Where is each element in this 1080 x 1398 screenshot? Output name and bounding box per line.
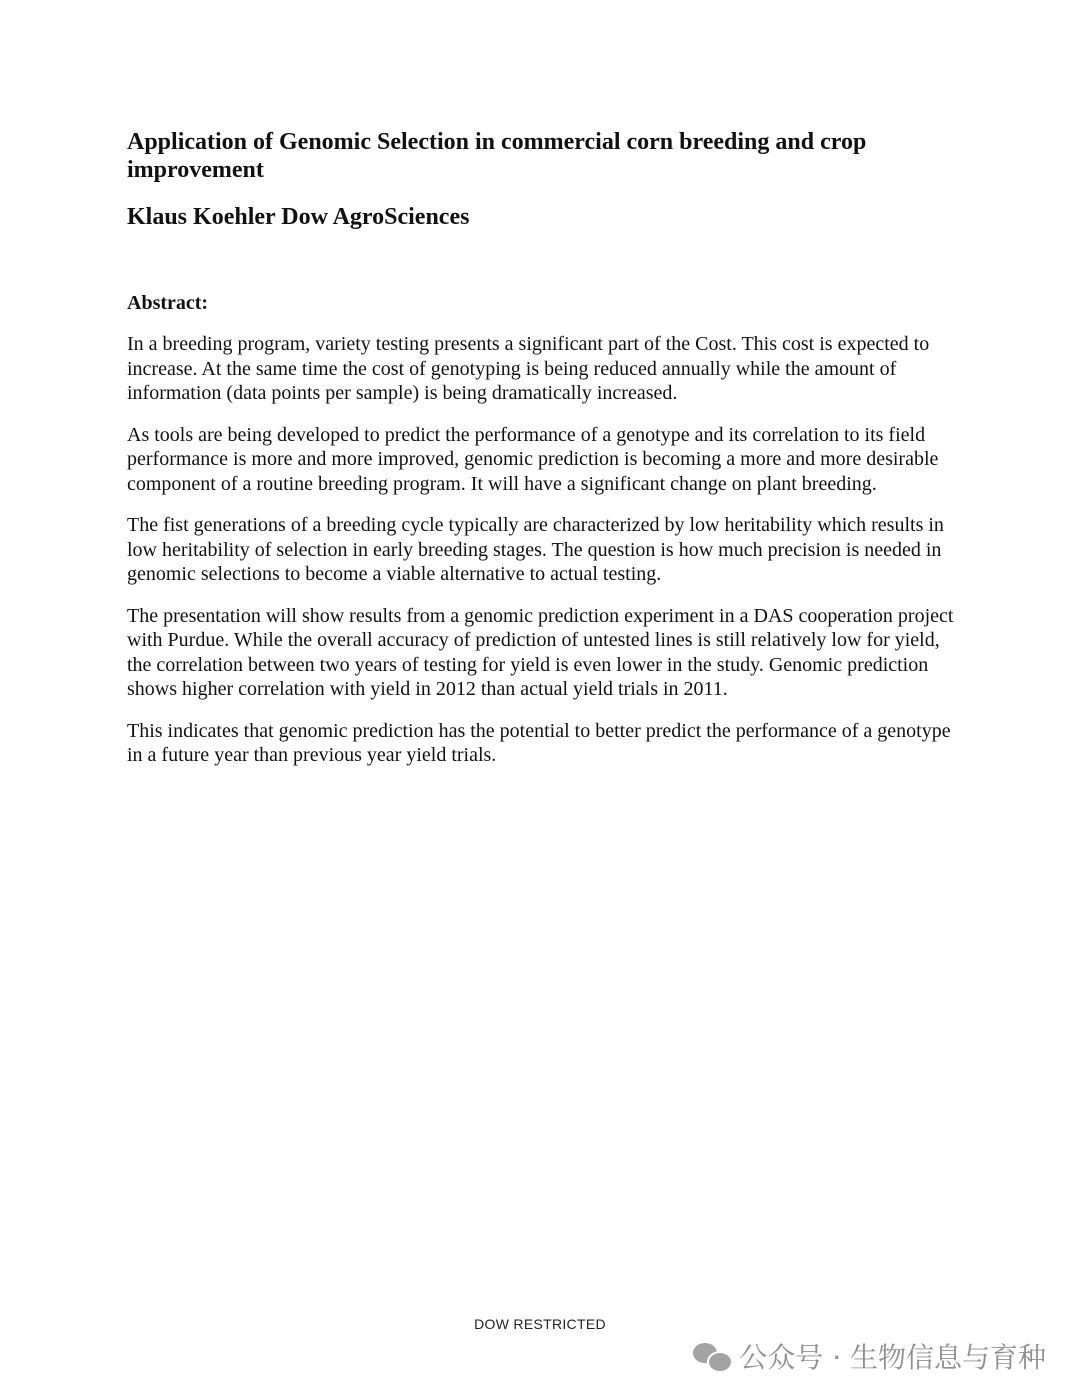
abstract-paragraph-4: The presentation will show results from a genomic prediction experiment in a DAS cooperation project with Purdue. While the overall accuracy of prediction of untested lines is still relatively low for yield, the correlation between two years of testing for yield is even lower in the study. Genomic prediction shows higher correlation with yield in 2012 than actual yield trials in 2011.: [127, 604, 954, 700]
abstract-heading: Abstract:: [127, 292, 209, 314]
watermark-text: 公众号 · 生物信息与育种: [739, 1341, 1046, 1374]
footer-classification: DOW RESTRICTED: [474, 1316, 606, 1332]
abstract-paragraph-1: In a breeding program, variety testing presents a significant part of the Cost. This cost is expected to increase. At the same time the cost of genotyping is being reduced annually while the amount of information (data points per sample) is being dramatically increased.: [127, 333, 930, 404]
abstract-paragraph-3: The fist generations of a breeding cycle typically are characterized by low heritability which results in low heritability of selection in early breeding stages. The question is how much precision is needed in genomic selections to become a viable alternative to actual testing.: [127, 514, 944, 585]
wechat-icon: [691, 1339, 731, 1373]
abstract-body: [127, 332, 957, 785]
author-line: Klaus Koehler Dow AgroSciences: [127, 204, 470, 230]
abstract-paragraph-5: This indicates that genomic prediction has the potential to better predict the performance of a genotype in a future year than previous year yield trials.: [127, 719, 951, 766]
abstract-paragraph-2: As tools are being developed to predict the performance of a genotype and its correlation to its field performance is more and more improved, genomic prediction is becoming a more and more desirable component of a routine breeding program. It will have a significant change on plant breeding.: [127, 423, 939, 495]
document-title: Application of Genomic Selection in commercial corn breeding and crop improvement: [127, 129, 867, 183]
watermark: [691, 1336, 1046, 1376]
